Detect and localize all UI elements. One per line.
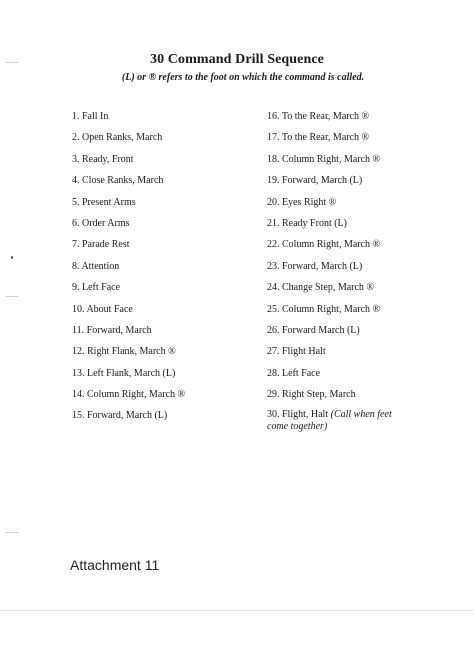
command-item: 12. Right Flank, March ® [72, 346, 176, 358]
command-item: 27. Flight Halt [267, 346, 326, 358]
command-item: 13. Left Flank, March (L) [72, 367, 176, 379]
scan-mark-bottom [6, 532, 18, 533]
command-text: 30. Flight, Halt [267, 409, 331, 421]
command-item: 25. Column Right, March ® [267, 303, 381, 315]
bottom-rule [0, 610, 474, 611]
scan-dot [11, 256, 13, 259]
command-note: (Call when feet come together) [267, 409, 392, 433]
command-item: 22. Column Right, March ® [267, 239, 381, 251]
command-item: 21. Ready Front (L) [267, 217, 347, 229]
page-subtitle: (L) or ® refers to the foot on which the command is called. [121, 72, 365, 83]
scan-mark-middle [6, 296, 18, 297]
command-item: 7. Parade Rest [72, 239, 130, 251]
command-item: 2. Open Ranks, March [72, 132, 163, 144]
command-item: 15. Forward, March (L) [72, 410, 168, 422]
command-list-right [267, 110, 392, 431]
command-item: 23. Forward, March (L) [267, 260, 363, 272]
attachment-label: Attachment 11 [70, 557, 160, 573]
command-item: 29. Right Step, March [267, 389, 356, 401]
command-item: 26. Forward March (L) [267, 324, 360, 336]
command-item: 14. Column Right, March ® [72, 389, 186, 401]
command-item: 11. Forward, March [72, 324, 152, 336]
command-item: 16. To the Rear, March ® [267, 111, 370, 122]
command-item: 8. Attention [72, 260, 120, 272]
command-item: 28. Left Face [267, 367, 321, 379]
command-item: 9. Left Face [72, 282, 121, 294]
command-item: 3. Ready, Front [72, 153, 134, 165]
command-list-left [72, 110, 257, 431]
command-item: 20. Eyes Right ® [267, 196, 337, 208]
command-item: 1. Fall In [72, 111, 109, 122]
page-title: 30 Command Drill Sequence [150, 52, 324, 67]
command-item: 10. About Face [72, 303, 133, 315]
command-item: 17. To the Rear, March ® [267, 132, 370, 144]
command-item: 19. Forward, March (L) [267, 175, 363, 187]
command-item: 5. Present Arms [72, 196, 136, 208]
command-item: 24. Change Step, March ® [267, 282, 375, 294]
scan-mark-top [6, 62, 18, 63]
command-item: 18. Column Right, March ® [267, 153, 381, 165]
command-item: 4. Close Ranks, March [72, 175, 164, 187]
command-item: 6. Order Arms [72, 217, 130, 229]
command-item [267, 409, 392, 433]
